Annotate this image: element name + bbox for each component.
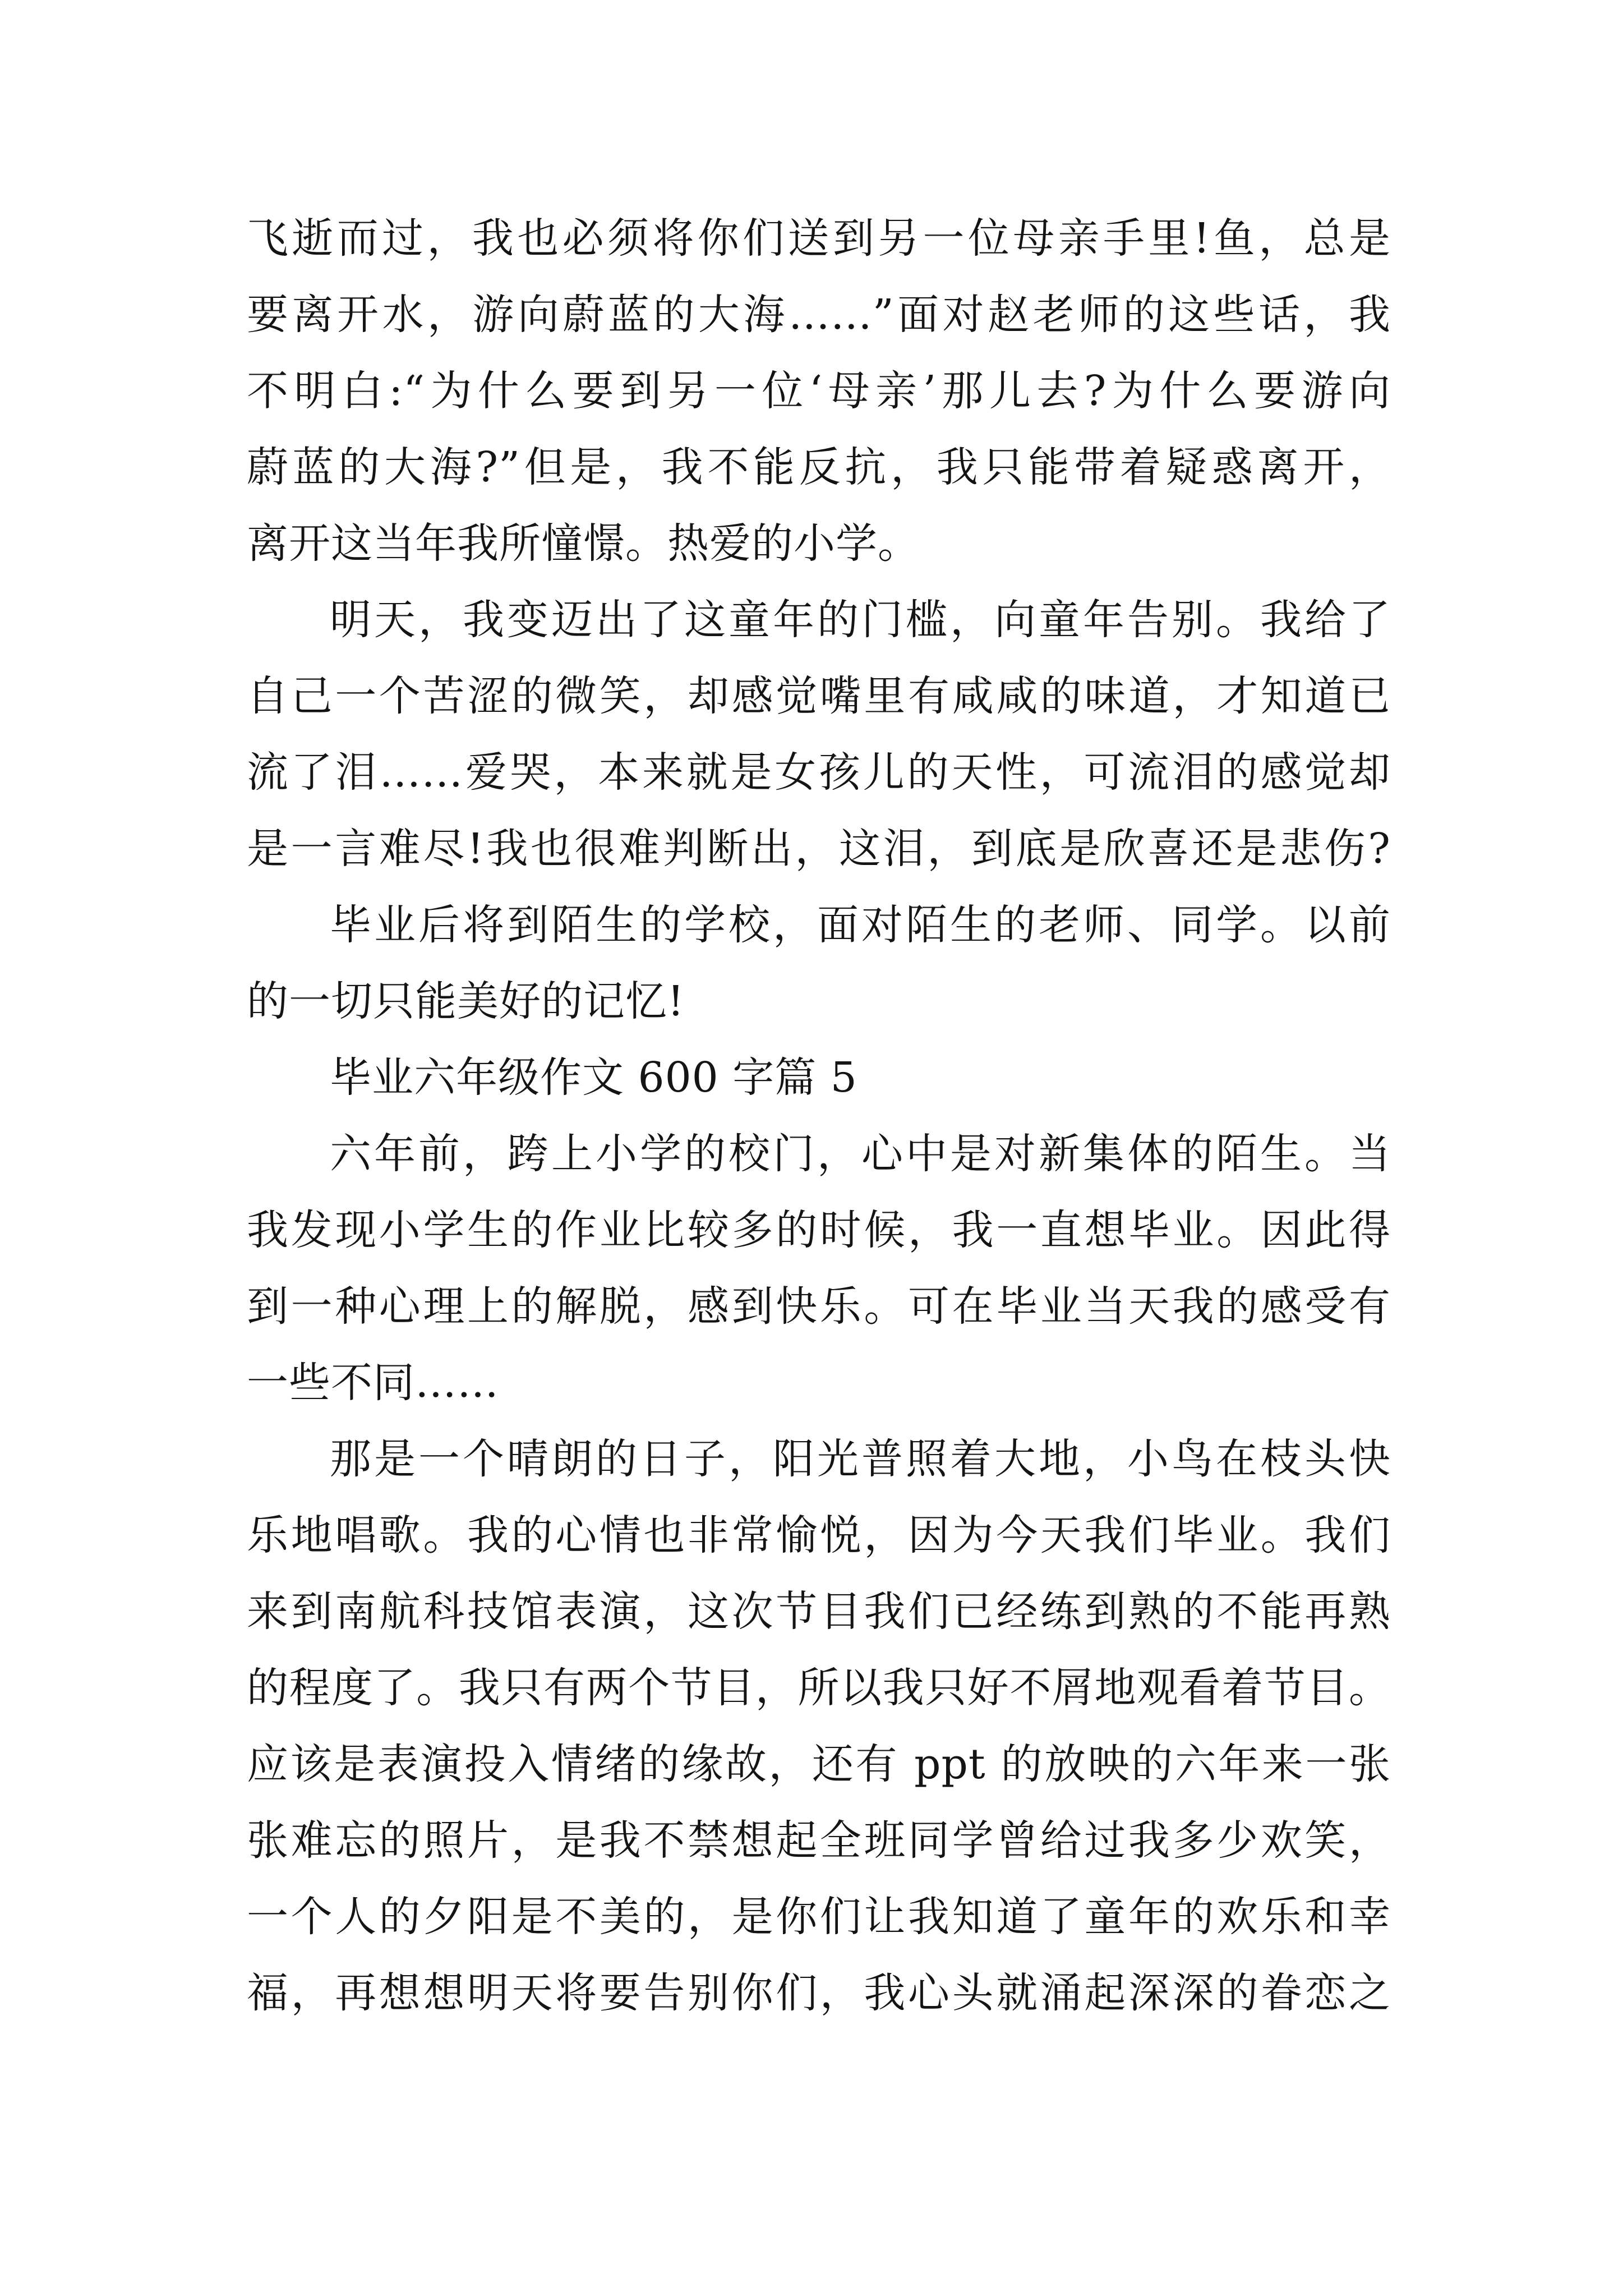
text-line: 蔚蓝的大海?”但是，我不能反抗，我只能带着疑惑离开， <box>247 443 1391 491</box>
text-line: 要离开水，游向蔚蓝的大海……”面对赵老师的这些话，我 <box>247 291 1391 339</box>
text-line: 是一言难尽!我也很难判断出，这泪，到底是欣喜还是悲伤? <box>247 825 1391 873</box>
text-line: 的程度了。我只有两个节目，所以我只好不屑地观看着节目。 <box>247 1664 1391 1712</box>
text-line: 六年前，跨上小学的校门，心中是对新集体的陌生。当 <box>330 1130 1391 1178</box>
text-line: 毕业后将到陌生的学校，面对陌生的老师、同学。以前 <box>330 901 1391 949</box>
text-line: 离开这当年我所憧憬。热爱的小学。 <box>247 519 920 568</box>
text-line: 一个人的夕阳是不美的，是你们让我知道了童年的欢乐和幸 <box>247 1893 1391 1941</box>
text-line: 明天，我变迈出了这童年的门槛，向童年告别。我给了 <box>330 596 1391 644</box>
text-line: 来到南航科技馆表演，这次节目我们已经练到熟的不能再熟 <box>247 1588 1391 1636</box>
essay-body <box>247 200 1391 2031</box>
text-line: 不明白:“为什么要到另一位‘母亲’那儿去?为什么要游向 <box>247 367 1391 415</box>
text-line: 自己一个苦涩的微笑，却感觉嘴里有咸咸的味道，才知道已 <box>247 672 1391 720</box>
text-line: 到一种心理上的解脱，感到快乐。可在毕业当天我的感受有 <box>247 1282 1391 1331</box>
section-heading: 毕业六年级作文 600 字篇 5 <box>330 1053 857 1102</box>
text-line: 我发现小学生的作业比较多的时候，我一直想毕业。因此得 <box>247 1206 1391 1254</box>
text-line: 张难忘的照片，是我不禁想起全班同学曾给过我多少欢笑， <box>247 1816 1391 1865</box>
text-line: 的一切只能美好的记忆! <box>247 977 685 1025</box>
text-line: 那是一个晴朗的日子，阳光普照着大地，小鸟在枝头快 <box>330 1435 1391 1483</box>
text-line: 乐地唱歌。我的心情也非常愉悦，因为今天我们毕业。我们 <box>247 1511 1391 1559</box>
text-line: 应该是表演投入情绪的缘故，还有 ppt 的放映的六年来一张 <box>247 1740 1391 1788</box>
text-line: 飞逝而过，我也必须将你们送到另一位母亲手里!鱼，总是 <box>247 214 1391 263</box>
text-line: 流了泪……爱哭，本来就是女孩儿的天性，可流泪的感觉却 <box>247 748 1391 797</box>
text-line: 福，再想想明天将要告别你们，我心头就涌起深深的眷恋之 <box>247 1969 1391 2017</box>
text-line: 一些不同…… <box>247 1359 499 1407</box>
